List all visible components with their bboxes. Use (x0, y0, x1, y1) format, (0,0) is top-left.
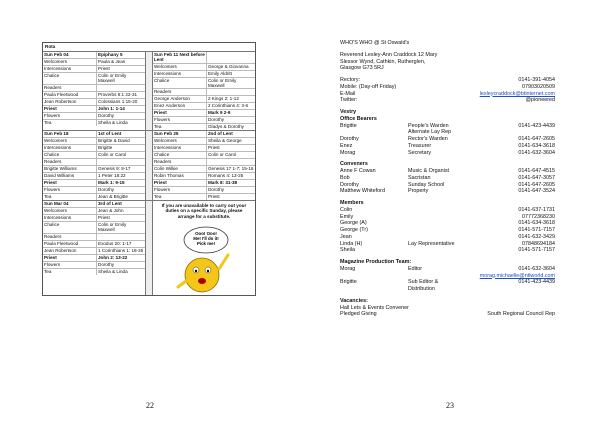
person-name: Morag (340, 149, 356, 156)
person-name (340, 273, 408, 280)
person-role: Music & Organist (408, 168, 450, 174)
rota-role: Tea (43, 120, 97, 126)
person-row (340, 123, 555, 130)
person-name: Bob (340, 174, 350, 181)
rector-contacts (340, 77, 555, 104)
rota-role: Intercessions (153, 71, 207, 77)
rota-role: Enez Anderson (153, 103, 207, 109)
rota-row (43, 194, 145, 200)
vacancy-item: Pledged Giving (340, 311, 377, 318)
email-link[interactable]: lesleycraddock@btinternet.com (479, 90, 555, 97)
rota-assignee: Sheila & Linda (98, 119, 128, 125)
rota-row (43, 152, 145, 159)
contact-row (340, 84, 555, 91)
person-row (340, 182, 555, 189)
person-row (340, 247, 555, 254)
office-bearers-heading: Office Bearers (340, 115, 377, 122)
conveners-heading: Conveners (340, 161, 368, 168)
service-name (207, 52, 255, 63)
rota-role: Chalice (43, 222, 97, 233)
rota-assignee: Mark 8: 31-38 (207, 180, 238, 186)
rota-row (153, 180, 255, 187)
person-role: Sunday School (408, 181, 445, 188)
rota-assignee: Jean & Brigitte (98, 194, 128, 200)
rota-role: Intercessions (43, 66, 97, 72)
vacancy-row (340, 311, 555, 318)
rota-role: Chalice (153, 152, 207, 158)
rota-column (43, 52, 145, 130)
rota-column (153, 52, 255, 130)
rota-role: Readers (153, 89, 207, 95)
service-date: Sun Feb 04 (43, 52, 97, 58)
person-role (408, 273, 468, 280)
rota-row (43, 187, 145, 194)
rota-assignee: Dorothy (98, 187, 115, 193)
person-row (340, 273, 555, 280)
rota-assignee: Emily Aldritt (207, 70, 232, 76)
person-phone: 0141-632-3604 (518, 265, 555, 272)
email-link[interactable]: morag.michaelle@ntlworld.com (479, 272, 555, 279)
rota-row (43, 269, 145, 275)
column-divider (145, 201, 153, 295)
rota-row (153, 138, 255, 145)
person-name: Brigitte (340, 279, 357, 286)
rota-role: Robin Thomas (153, 173, 207, 179)
rota-role: Tea (153, 194, 207, 200)
office-bearers-list (340, 123, 555, 157)
rota-role: Chalice (153, 78, 207, 89)
rota-date-header (153, 52, 255, 64)
person-row (340, 175, 555, 182)
whos-who-title: WHO'S WHO @ St Oswald's (340, 40, 410, 46)
person-phone: 0141-634-3618 (518, 142, 555, 149)
service-name: Epiphany 5 (98, 52, 123, 57)
rota-role: Chalice (43, 152, 97, 158)
rota-row (153, 145, 255, 152)
vacancy-item: South Regional Council Rep (487, 311, 555, 318)
rota-role: Flowers (43, 262, 97, 268)
person-name: Matthew Whiteford (340, 188, 385, 195)
person-role (408, 247, 468, 254)
rota-date-header (43, 52, 145, 59)
rota-role: Intercessions (43, 145, 97, 151)
rota-row (153, 166, 255, 173)
person-name: George (A) (340, 220, 367, 227)
rota-row (153, 64, 255, 71)
rota-role: Intercessions (43, 215, 97, 221)
person-name: Brigitte (340, 122, 357, 129)
contact-value: @pioneered (525, 97, 555, 104)
rota-row (43, 262, 145, 269)
person-phone: 0141-647-4515 (518, 168, 555, 174)
rota-assignee: Priest (98, 66, 110, 71)
rota-assignee: Colin or Carol (207, 152, 237, 158)
excited-smiley-icon (164, 225, 244, 295)
contact-value: 0141-391-4054 (518, 77, 555, 83)
person-phone: 0141-632-3429 (518, 233, 555, 240)
rota-row (43, 215, 145, 222)
rota-role: Welcomers (43, 208, 97, 214)
person-row (340, 266, 555, 273)
person-row (340, 129, 555, 136)
person-phone (468, 286, 555, 293)
rector-line: Reverend Lesley-Ann Craddock 12 Mary (340, 51, 438, 58)
page-number-right: 23 (446, 401, 454, 410)
rota-role: Priest (43, 255, 97, 261)
conveners-list (340, 168, 555, 195)
rota-assignee (207, 159, 255, 165)
rota-assignee: John 1: 1-14 (98, 105, 125, 111)
rota-role: Priest (153, 180, 207, 186)
contact-label: Mobile: (Day-off Friday) (340, 83, 397, 90)
person-name: Dorothy (340, 181, 359, 188)
rota-table (42, 42, 256, 296)
service-name: 3rd of Lent (98, 201, 122, 207)
rota-row (43, 234, 145, 241)
rota-role: Paula Fleetwood (43, 92, 97, 98)
person-phone: 0141-637-1731 (518, 206, 555, 213)
rota-role: Readers (43, 85, 97, 91)
rota-assignee: Colossians 1:15-20 (98, 98, 138, 104)
rota-row (43, 180, 145, 187)
rota-role: Chalice (43, 73, 97, 84)
rota-row (153, 124, 255, 130)
rota-assignee: 1 Corinthians 1: 18-25 (98, 247, 144, 253)
person-name: Anne F Cowan (340, 168, 376, 174)
person-phone: 0141-571-7157 (518, 247, 555, 254)
rota-assignee: Mark 1: 9-15 (98, 180, 125, 186)
person-role: Distribution (408, 286, 435, 292)
rota-assignee: Exodus 20: 1-17 (98, 240, 132, 246)
vacancies-heading: Vacancies: (340, 297, 368, 304)
person-role: Lay Representative (408, 240, 455, 247)
rota-role: Brigitte Williams (43, 166, 97, 172)
rota-row (153, 194, 255, 200)
rota-blocks (43, 52, 255, 295)
contact-row (340, 91, 555, 98)
person-name (340, 129, 408, 136)
person-role (408, 227, 468, 234)
members-list (340, 207, 555, 254)
person-row (340, 207, 555, 214)
rector-line: Slessor Wynd, Cathkin, Rutherglen, (340, 58, 426, 65)
rota-column (153, 131, 255, 200)
person-name: Linda (H) (340, 240, 363, 247)
rota-row (153, 71, 255, 78)
rota-role: Readers (153, 159, 207, 165)
rota-assignee: Sheila & Linda (98, 268, 128, 274)
rota-row (153, 173, 255, 180)
rota-assignee: Mark 9 2-9 (207, 110, 231, 116)
person-role (408, 220, 468, 227)
rota-assignee: 2 Kings 2: 1-12 (207, 96, 239, 102)
rota-role: Flowers (43, 113, 97, 119)
rota-row (43, 120, 145, 126)
service-date: Sun Mar 04 (43, 201, 97, 207)
rota-assignee: Gladys & Dorothy (207, 124, 244, 130)
column-divider (145, 131, 153, 200)
rota-row (43, 92, 145, 99)
rota-role: Jean Robertson (43, 99, 97, 105)
rota-role: Jean Robertson (43, 248, 97, 254)
person-role: Treasurer (408, 142, 432, 149)
rota-role: Welcomers (43, 59, 97, 65)
rota-assignee: Romans 4: 13-25 (207, 173, 244, 179)
service-date: Sun Feb 25 (153, 131, 207, 137)
service-name: 1st of Lent (98, 131, 122, 137)
rota-row (153, 117, 255, 124)
person-phone: 0141-634-3618 (518, 220, 555, 227)
rota-column (43, 131, 145, 200)
rota-row (153, 152, 255, 159)
rota-role: Tea (153, 124, 207, 130)
rota-row (153, 96, 255, 103)
person-row (340, 188, 555, 195)
rota-row (153, 103, 255, 110)
rota-assignee: Sheila & George (207, 138, 242, 144)
person-role: Secretary (408, 149, 432, 156)
rota-role: George Anderson (153, 96, 207, 102)
rota-assignee (97, 234, 145, 240)
person-phone: 0141-632-3604 (518, 149, 555, 156)
rota-row (43, 222, 145, 234)
rota-role: Flowers (153, 187, 207, 193)
rota-row (43, 145, 145, 152)
rector-address (340, 52, 555, 72)
rota-role: David Williams (43, 173, 97, 179)
person-role: Rector's Warden (408, 136, 448, 142)
rota-row (153, 89, 255, 96)
rota-role: Welcomers (43, 138, 97, 144)
rota-block (43, 52, 255, 131)
person-phone: 0141-423-4439 (518, 122, 555, 129)
person-role: Sacristan (408, 174, 431, 181)
person-name: Dorothy (340, 136, 359, 142)
rota-role: Intercessions (153, 145, 207, 151)
rota-assignee: Dorothy (207, 117, 225, 123)
rota-row (43, 59, 145, 66)
rota-assignee: 1 Peter 18:22 (98, 173, 126, 179)
service-name: 2nd of Lent (207, 131, 233, 137)
person-row (340, 241, 555, 248)
rota-title: Rota (43, 43, 255, 52)
contact-value: 07903020509 (522, 83, 555, 90)
person-name: Jean (340, 233, 352, 240)
person-phone: 0141-647-2605 (518, 136, 555, 142)
rota-date-header (43, 131, 145, 138)
rota-assignee (97, 85, 145, 91)
person-role: People's Warden (408, 122, 449, 129)
person-role: Sub Editor & (408, 279, 439, 286)
rota-role: Priest (43, 180, 97, 186)
person-name: Morag (340, 265, 356, 272)
rota-assignee: Dorothy (207, 187, 225, 193)
rota-row (153, 159, 255, 166)
members-heading: Members (340, 200, 364, 206)
rota-row (43, 66, 145, 73)
person-role: Property (408, 188, 429, 195)
rota-assignee: Dorothy (98, 261, 115, 267)
contact-label: Rectory: (340, 77, 361, 83)
rota-role: Priest (43, 106, 97, 112)
rota-assignee: Proverbs 8:1 22-31 (98, 91, 138, 97)
contact-label: Twitter: (340, 97, 358, 104)
magazine-list (340, 266, 555, 293)
rota-assignee: Paula & Jean (98, 59, 126, 64)
service-date: Sun Feb 18 (43, 131, 97, 137)
speech-bubble-text: Pick me! (196, 240, 216, 246)
vestry-heading: Vestry (340, 109, 357, 115)
rota-date-header (153, 131, 255, 138)
rota-role: Priest (153, 110, 207, 116)
rota-row (43, 85, 145, 92)
person-phone: 07848694184 (522, 240, 555, 247)
rota-row (43, 255, 145, 262)
person-name: George (Tr) (340, 227, 368, 233)
person-row (340, 214, 555, 221)
rota-role: Welcomers (153, 138, 207, 144)
rota-assignee: Dorothy (98, 112, 115, 118)
person-phone: 0141-423-4439 (518, 279, 555, 286)
rector-line: Glasgow G73 5RJ (340, 65, 384, 72)
person-role (408, 234, 468, 241)
speech-bubble-text: Me! I'll do it! (193, 235, 219, 241)
rota-assignee: John 2: 13-22 (98, 254, 128, 260)
rota-role: Readers (43, 159, 97, 165)
rota-role: Tea (43, 269, 97, 275)
rota-block (43, 201, 255, 295)
person-phone: 07772368230 (522, 213, 555, 220)
rota-assignee: Brigitte & David (98, 138, 130, 144)
person-row (340, 234, 555, 241)
person-row (340, 279, 555, 286)
rota-row (153, 110, 255, 117)
rota-assignee: Jean & John (98, 208, 124, 214)
rota-assignee: Genesis 9: 8-17 (98, 166, 131, 172)
contact-label: E-Mail (340, 90, 356, 97)
rota-row (43, 248, 145, 255)
magazine-heading: Magazine Production Team: (340, 259, 412, 265)
person-name: Emily (340, 213, 354, 220)
right-page (300, 0, 600, 424)
contact-row (340, 77, 555, 84)
rota-assignee (207, 89, 255, 95)
rota-row (43, 73, 145, 85)
substitute-notice: If you are unavailable to carry out your duties on a specific Sunday, please arrange for a substitute. (161, 203, 247, 219)
rota-assignee: Genesis 17 1-7; 15-16 (207, 166, 254, 172)
person-role (408, 207, 468, 214)
rota-role: Tea (43, 194, 97, 200)
rota-row (43, 173, 145, 180)
rota-assignee: Colin or Carol (98, 152, 127, 158)
rota-assignee: George & Giovanna (207, 63, 249, 69)
person-role: Editor (408, 265, 423, 272)
rota-block (43, 131, 255, 201)
person-name (340, 286, 408, 293)
vacancy-item: Hall Lets & Events Convener (340, 304, 409, 311)
rota-assignee: Priest (98, 215, 110, 221)
page-number-left: 22 (146, 401, 154, 410)
person-row (340, 168, 555, 175)
person-row (340, 286, 555, 293)
person-row (340, 136, 555, 143)
rota-row (43, 113, 145, 120)
rota-role: Flowers (153, 117, 207, 123)
rota-role: Flowers (43, 187, 97, 193)
person-name: Sheila (340, 247, 355, 254)
person-row (340, 227, 555, 234)
rota-role: Welcomers (153, 64, 207, 70)
speech-bubble-text: Ooo! Ooo! (195, 230, 217, 236)
person-phone (468, 129, 555, 136)
rota-row (43, 208, 145, 215)
rota-row (43, 159, 145, 166)
person-role (408, 214, 468, 221)
person-phone: 0141-647-3524 (518, 188, 555, 195)
rota-row (43, 138, 145, 145)
rota-assignee: Colin or Emily Maxwell (207, 77, 237, 88)
person-name: Enez (340, 142, 353, 149)
rota-row (43, 166, 145, 173)
column-divider (145, 52, 153, 130)
rota-role: Readers (43, 234, 97, 240)
person-row (340, 143, 555, 150)
rota-assignee: Brigitte (98, 145, 113, 151)
rota-row (43, 106, 145, 113)
rota-assignee: Colin or Emily Maxwell (98, 222, 127, 233)
contact-row (340, 97, 555, 104)
rota-row (43, 99, 145, 106)
whos-who (340, 40, 555, 318)
person-name: Colin (340, 206, 353, 213)
rota-assignee: 2 Corinthians 4: 3-6 (207, 103, 249, 109)
person-phone: 0141-647-3057 (518, 174, 555, 181)
rota-assignee: Colin or Emily Maxwell (98, 73, 127, 84)
rota-row (153, 78, 255, 90)
rota-assignee (97, 159, 145, 165)
person-phone: 0141-647-2605 (518, 181, 555, 188)
rota-role: Paula Fleetwood (43, 241, 97, 247)
rota-assignee: Priest (207, 194, 220, 200)
person-phone: 0141-571-7157 (518, 227, 555, 233)
person-role: Alternate Lay Rep (408, 129, 452, 136)
rota-column (153, 201, 255, 295)
person-row (340, 220, 555, 227)
rota-assignee: Priest (207, 145, 220, 151)
person-row (340, 150, 555, 157)
rota-column (43, 201, 145, 295)
rota-row (43, 241, 145, 248)
rota-row (153, 187, 255, 194)
rota-role: Colin Wilkie (153, 166, 207, 172)
rota-date-header (43, 201, 145, 208)
service-date: Sun Feb 11 Next before Lent (153, 52, 207, 63)
